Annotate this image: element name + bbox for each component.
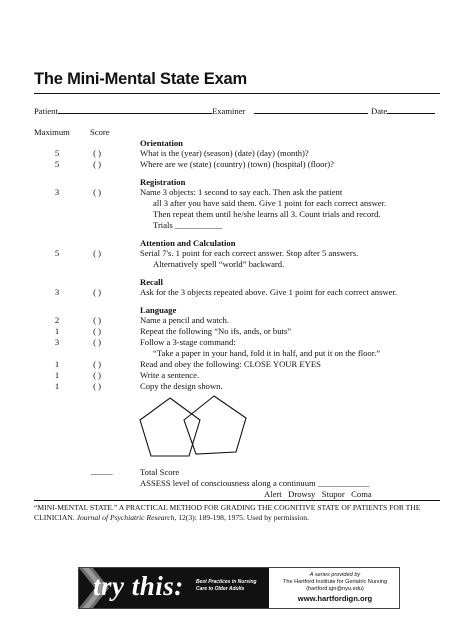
score-box[interactable]: ( ) <box>93 148 101 158</box>
item-text: Name a pencil and watch. <box>140 315 230 325</box>
item-text: Then repeat them until he/she learns all 3. Count trials and record. <box>153 209 381 219</box>
citation-main: “MINI-MENTAL STATE.” A PRACTICAL METHOD FOR GRADING THE COGNITIVE STATE OF PATIENTS FOR THE CLINICIAN. <box>34 503 421 522</box>
patient-field[interactable] <box>34 105 212 117</box>
max-points: 5 <box>54 148 60 158</box>
citation <box>34 503 444 523</box>
max-points: 5 <box>54 248 60 258</box>
citation-rest: , 12(3): 189-198, 1975. Used by permission. <box>174 513 309 522</box>
column-maximum: Maximum <box>34 127 70 137</box>
item-text: Alternatively spell “world” backward. <box>153 259 285 269</box>
patient-line[interactable] <box>58 105 212 114</box>
total-score-blank[interactable]: _____ <box>91 466 113 476</box>
examiner-label: Examiner <box>212 106 246 116</box>
max-points: 1 <box>54 326 60 336</box>
total-score-label: Total Score <box>140 467 180 477</box>
max-points: 1 <box>54 359 60 369</box>
max-points: 3 <box>54 187 60 197</box>
website-link[interactable]: www.hartfordign.org <box>297 594 373 603</box>
item-text: Name 3 objects: 1 second to say each. Then ask the patient <box>140 187 343 197</box>
section-recall-header: Recall <box>140 277 163 287</box>
score-box[interactable]: ( ) <box>93 248 101 258</box>
score-box[interactable]: ( ) <box>93 315 101 325</box>
try-this-logo: try this: <box>93 571 184 601</box>
item-text: Repeat the following “No ifs, ands, or buts” <box>140 326 292 336</box>
item-text: all 3 after you have said them. Give 1 point for each correct answer. <box>153 198 387 208</box>
patient-label: Patient <box>34 106 58 116</box>
citation-rule <box>34 500 440 501</box>
section-language-header: Language <box>140 305 177 315</box>
item-text: Where are we (state) (country) (town) (hospital) (floor)? <box>140 159 334 169</box>
examiner-line[interactable] <box>254 105 368 114</box>
continuum-drowsy[interactable]: Drowsy <box>288 489 316 499</box>
consciousness-continuum <box>264 489 372 500</box>
pentagon-left <box>140 398 200 456</box>
best-line-1: Best Practices in Nursing <box>196 579 257 585</box>
continuum-stupor[interactable]: Stupor <box>321 489 345 499</box>
series-info <box>275 572 395 602</box>
page-title: The Mini-Mental State Exam <box>34 70 248 88</box>
item-text: Follow a 3-stage command: <box>140 337 236 347</box>
title-rule <box>34 93 440 94</box>
score-box[interactable]: ( ) <box>93 287 101 297</box>
continuum-alert[interactable]: Alert <box>264 489 282 499</box>
command-text: “Take a paper in your hand, fold it in half, and put it on the floor.” <box>153 348 381 358</box>
try-this-banner <box>78 567 400 609</box>
max-points: 1 <box>54 381 60 391</box>
item-text: What is the (year) (season) (date) (day) (month)? <box>140 148 309 158</box>
banner-dark-panel <box>79 568 269 608</box>
score-box[interactable]: ( ) <box>93 381 101 391</box>
item-text: Ask for the 3 objects repeated above. Give 1 point for each correct answer. <box>140 287 397 297</box>
date-line[interactable] <box>387 105 435 114</box>
score-box[interactable]: ( ) <box>93 337 101 347</box>
assess-consciousness-text: ASSESS level of consciousness along a continuum ____________ <box>140 478 370 488</box>
column-score: Score <box>90 127 110 137</box>
citation-journal: Journal of Psychiatric Research <box>76 513 175 522</box>
series-line-3: (hartford.ign@nyu.edu) <box>306 586 364 592</box>
max-points: 1 <box>54 370 60 380</box>
series-line-2: The Hartford Institute for Geriatric Nursing <box>282 579 388 585</box>
series-line-1: A series provided by <box>309 572 361 578</box>
pentagon-design <box>132 392 254 464</box>
continuum-coma[interactable]: Coma <box>351 489 372 499</box>
best-practices-text <box>196 579 257 593</box>
score-box[interactable]: ( ) <box>93 359 101 369</box>
section-registration-header: Registration <box>140 177 186 187</box>
item-text: Write a sentence. <box>140 370 200 380</box>
trials-text: Trials ___________ <box>153 220 223 230</box>
score-box[interactable]: ( ) <box>93 326 101 336</box>
date-label: Date <box>371 106 388 116</box>
max-points: 2 <box>54 315 60 325</box>
item-text: Read and obey the following: CLOSE YOUR EYES <box>140 359 321 369</box>
max-points: 5 <box>54 159 60 169</box>
best-line-2: Care to Older Adults <box>196 586 245 592</box>
max-points: 3 <box>54 337 60 347</box>
section-orientation-header: Orientation <box>140 138 183 148</box>
score-box[interactable]: ( ) <box>93 370 101 380</box>
max-points: 3 <box>54 287 60 297</box>
section-attention-header: Attention and Calculation <box>140 238 236 248</box>
item-text: Serial 7's. 1 point for each correct answer. Stop after 5 answers. <box>140 248 359 258</box>
pentagon-right <box>184 396 246 454</box>
score-box[interactable]: ( ) <box>93 159 101 169</box>
examiner-field[interactable] <box>212 105 368 117</box>
date-field[interactable] <box>371 105 435 117</box>
item-text: Copy the design shown. <box>140 381 223 391</box>
score-box[interactable]: ( ) <box>93 187 101 197</box>
